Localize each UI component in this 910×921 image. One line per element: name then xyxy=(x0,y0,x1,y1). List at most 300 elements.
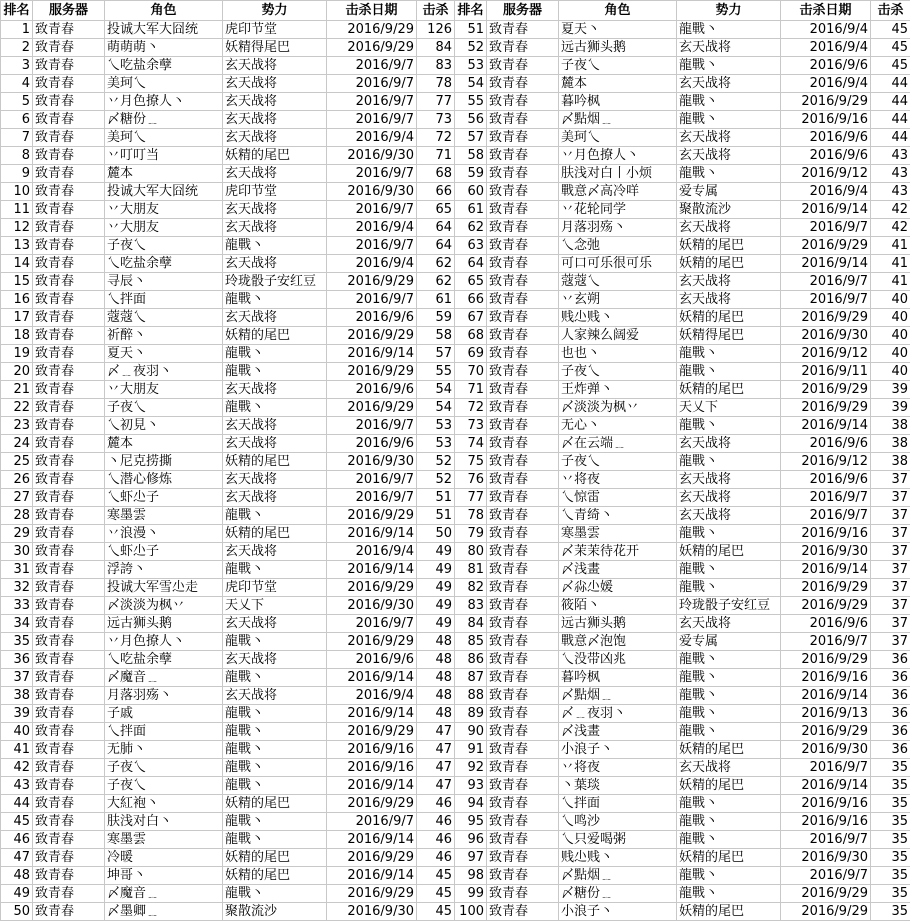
table-row xyxy=(1,543,910,561)
kills-cell: 48 xyxy=(417,705,455,723)
role-cell: 投诚大军雪尐走 xyxy=(105,579,223,597)
faction-cell: 天乂下 xyxy=(223,597,327,615)
role-cell: 乀拌面 xyxy=(559,795,677,813)
server-cell: 致青春 xyxy=(33,129,105,147)
kill-date-cell: 2016/9/4 xyxy=(327,129,417,147)
faction-cell: 玄天战将 xyxy=(677,147,781,165)
faction-cell: 妖精的尾巴 xyxy=(223,147,327,165)
rank-cell: 35 xyxy=(1,633,33,651)
header-kills: 击杀 xyxy=(417,1,455,21)
table-row xyxy=(1,903,910,921)
faction-cell: 玄天战将 xyxy=(223,129,327,147)
role-cell: 美珂乀 xyxy=(559,129,677,147)
faction-cell: 妖精的尾巴 xyxy=(223,849,327,867)
faction-cell: 龍戰丶 xyxy=(223,507,327,525)
server-cell: 致青春 xyxy=(487,93,559,111)
server-cell: 致青春 xyxy=(33,21,105,39)
table-row xyxy=(1,867,910,885)
rank-cell: 11 xyxy=(1,201,33,219)
rank-cell: 19 xyxy=(1,345,33,363)
role-cell: 丷月色撩人丶 xyxy=(559,147,677,165)
table-row xyxy=(1,273,910,291)
faction-cell: 玄天战将 xyxy=(677,435,781,453)
kill-date-cell: 2016/9/7 xyxy=(781,633,871,651)
faction-cell: 妖精的尾巴 xyxy=(677,543,781,561)
kill-date-cell: 2016/9/7 xyxy=(781,273,871,291)
faction-cell: 玄天战将 xyxy=(677,273,781,291)
role-cell: 夏天丶 xyxy=(105,345,223,363)
faction-cell: 虎印节堂 xyxy=(223,579,327,597)
kills-cell: 64 xyxy=(417,219,455,237)
faction-cell: 龍戰丶 xyxy=(677,21,781,39)
rank-cell: 12 xyxy=(1,219,33,237)
header-role: 角色 xyxy=(559,1,677,21)
table-row xyxy=(1,525,910,543)
kills-cell: 53 xyxy=(417,435,455,453)
server-cell: 致青春 xyxy=(33,309,105,327)
server-cell: 致青春 xyxy=(487,759,559,777)
kills-cell: 41 xyxy=(871,255,910,273)
rank-cell: 47 xyxy=(1,849,33,867)
server-cell: 致青春 xyxy=(487,183,559,201)
kill-date-cell: 2016/9/29 xyxy=(327,399,417,417)
kills-cell: 45 xyxy=(417,885,455,903)
rank-cell: 90 xyxy=(455,723,487,741)
server-cell: 致青春 xyxy=(487,363,559,381)
rank-cell: 8 xyxy=(1,147,33,165)
table-row xyxy=(1,561,910,579)
role-cell: 〆糖份﹎ xyxy=(559,885,677,903)
faction-cell: 龍戰丶 xyxy=(677,705,781,723)
server-cell: 致青春 xyxy=(487,147,559,165)
role-cell: 乀鸣沙 xyxy=(559,813,677,831)
faction-cell: 玄天战将 xyxy=(223,543,327,561)
kills-cell: 47 xyxy=(417,777,455,795)
kill-date-cell: 2016/9/29 xyxy=(327,849,417,867)
rank-cell: 98 xyxy=(455,867,487,885)
rank-cell: 2 xyxy=(1,39,33,57)
kill-date-cell: 2016/9/29 xyxy=(327,39,417,57)
kills-cell: 45 xyxy=(871,39,910,57)
table-row xyxy=(1,381,910,399)
kills-cell: 52 xyxy=(417,453,455,471)
server-cell: 致青春 xyxy=(487,219,559,237)
table-row xyxy=(1,21,910,39)
kills-cell: 35 xyxy=(871,795,910,813)
role-cell: 投诚大军大囧统 xyxy=(105,21,223,39)
kills-cell: 38 xyxy=(871,417,910,435)
rank-cell: 64 xyxy=(455,255,487,273)
rank-cell: 74 xyxy=(455,435,487,453)
table-row xyxy=(1,129,910,147)
role-cell: 投诚大军大囧统 xyxy=(105,183,223,201)
table-row xyxy=(1,255,910,273)
kill-date-cell: 2016/9/29 xyxy=(781,579,871,597)
kill-date-cell: 2016/9/30 xyxy=(327,597,417,615)
server-cell: 致青春 xyxy=(33,543,105,561)
server-cell: 致青春 xyxy=(487,201,559,219)
kill-date-cell: 2016/9/14 xyxy=(781,777,871,795)
table-row xyxy=(1,831,910,849)
faction-cell: 玄天战将 xyxy=(223,219,327,237)
kills-cell: 36 xyxy=(871,669,910,687)
rank-cell: 94 xyxy=(455,795,487,813)
kills-cell: 35 xyxy=(871,759,910,777)
role-cell: 丷花轮同学 xyxy=(559,201,677,219)
kills-cell: 41 xyxy=(871,273,910,291)
role-cell: 乀拌面 xyxy=(105,291,223,309)
kill-date-cell: 2016/9/29 xyxy=(781,723,871,741)
rank-cell: 62 xyxy=(455,219,487,237)
table-row xyxy=(1,309,910,327)
rank-cell: 10 xyxy=(1,183,33,201)
server-cell: 致青春 xyxy=(33,345,105,363)
server-cell: 致青春 xyxy=(487,687,559,705)
rank-cell: 28 xyxy=(1,507,33,525)
server-cell: 致青春 xyxy=(487,39,559,57)
server-cell: 致青春 xyxy=(33,489,105,507)
kills-cell: 62 xyxy=(417,273,455,291)
faction-cell: 天乂下 xyxy=(677,399,781,417)
faction-cell: 龍戰丶 xyxy=(677,723,781,741)
kill-date-cell: 2016/9/29 xyxy=(327,363,417,381)
role-cell: 暮吟枫 xyxy=(559,93,677,111)
table-row xyxy=(1,219,910,237)
kill-date-cell: 2016/9/12 xyxy=(781,453,871,471)
role-cell: 祈醉丶 xyxy=(105,327,223,345)
kill-date-cell: 2016/9/16 xyxy=(781,795,871,813)
faction-cell: 玄天战将 xyxy=(223,435,327,453)
table-row xyxy=(1,111,910,129)
table-row xyxy=(1,633,910,651)
kill-date-cell: 2016/9/14 xyxy=(327,777,417,795)
kills-cell: 40 xyxy=(871,291,910,309)
role-cell: 丷月色撩人丶 xyxy=(105,633,223,651)
role-cell: 子夜乀 xyxy=(105,237,223,255)
server-cell: 致青春 xyxy=(487,903,559,921)
faction-cell: 爱专属 xyxy=(677,183,781,201)
table-row xyxy=(1,93,910,111)
server-cell: 致青春 xyxy=(33,453,105,471)
rank-cell: 34 xyxy=(1,615,33,633)
kills-cell: 37 xyxy=(871,471,910,489)
faction-cell: 妖精的尾巴 xyxy=(223,795,327,813)
role-cell: 贱尐贱丶 xyxy=(559,309,677,327)
faction-cell: 玄天战将 xyxy=(223,57,327,75)
kill-date-cell: 2016/9/29 xyxy=(781,597,871,615)
server-cell: 致青春 xyxy=(487,453,559,471)
server-cell: 致青春 xyxy=(487,21,559,39)
server-cell: 致青春 xyxy=(33,705,105,723)
table-row xyxy=(1,579,910,597)
rank-cell: 33 xyxy=(1,597,33,615)
kills-cell: 42 xyxy=(871,219,910,237)
kills-cell: 47 xyxy=(417,741,455,759)
rank-cell: 76 xyxy=(455,471,487,489)
kills-cell: 58 xyxy=(417,327,455,345)
server-cell: 致青春 xyxy=(487,723,559,741)
rank-cell: 88 xyxy=(455,687,487,705)
rank-cell: 42 xyxy=(1,759,33,777)
kill-date-cell: 2016/9/30 xyxy=(781,741,871,759)
rank-cell: 6 xyxy=(1,111,33,129)
rank-cell: 86 xyxy=(455,651,487,669)
kill-date-cell: 2016/9/29 xyxy=(781,309,871,327)
kills-cell: 48 xyxy=(417,651,455,669)
server-cell: 致青春 xyxy=(33,471,105,489)
rank-cell: 61 xyxy=(455,201,487,219)
role-cell: 远古狮头鹅 xyxy=(559,615,677,633)
table-row xyxy=(1,291,910,309)
rank-cell: 87 xyxy=(455,669,487,687)
rank-cell: 63 xyxy=(455,237,487,255)
table-row xyxy=(1,849,910,867)
rank-cell: 71 xyxy=(455,381,487,399)
table-row xyxy=(1,651,910,669)
faction-cell: 玄天战将 xyxy=(677,291,781,309)
faction-cell: 玲珑骰子安红豆 xyxy=(677,597,781,615)
table-row xyxy=(1,795,910,813)
role-cell: 子夜乀 xyxy=(105,759,223,777)
rank-cell: 7 xyxy=(1,129,33,147)
faction-cell: 玄天战将 xyxy=(223,111,327,129)
role-cell: 子戚 xyxy=(105,705,223,723)
kill-date-cell: 2016/9/7 xyxy=(327,615,417,633)
role-cell: 夏天丶 xyxy=(559,21,677,39)
kills-cell: 83 xyxy=(417,57,455,75)
kills-cell: 41 xyxy=(871,237,910,255)
faction-cell: 妖精的尾巴 xyxy=(223,525,327,543)
kills-cell: 47 xyxy=(417,759,455,777)
kill-date-cell: 2016/9/29 xyxy=(781,885,871,903)
kill-date-cell: 2016/9/4 xyxy=(781,183,871,201)
kill-date-cell: 2016/9/7 xyxy=(327,201,417,219)
kills-cell: 44 xyxy=(871,129,910,147)
role-cell: 可口可乐很可乐 xyxy=(559,255,677,273)
server-cell: 致青春 xyxy=(487,615,559,633)
rank-cell: 92 xyxy=(455,759,487,777)
faction-cell: 龍戰丶 xyxy=(223,759,327,777)
rank-cell: 66 xyxy=(455,291,487,309)
faction-cell: 妖精的尾巴 xyxy=(677,381,781,399)
kill-date-cell: 2016/9/29 xyxy=(327,795,417,813)
table-row xyxy=(1,363,910,381)
server-cell: 致青春 xyxy=(33,525,105,543)
rank-cell: 65 xyxy=(455,273,487,291)
kill-date-cell: 2016/9/7 xyxy=(327,489,417,507)
rank-cell: 4 xyxy=(1,75,33,93)
role-cell: 麓本 xyxy=(105,165,223,183)
kill-date-cell: 2016/9/7 xyxy=(781,507,871,525)
kills-cell: 43 xyxy=(871,165,910,183)
server-cell: 致青春 xyxy=(487,255,559,273)
role-cell: 〆點烟﹎ xyxy=(559,687,677,705)
rank-cell: 44 xyxy=(1,795,33,813)
role-cell: 肤浅对白丨小烦 xyxy=(559,165,677,183)
role-cell: 丷月色撩人丶 xyxy=(105,93,223,111)
kills-cell: 37 xyxy=(871,615,910,633)
kills-cell: 44 xyxy=(871,93,910,111)
kill-date-cell: 2016/9/7 xyxy=(781,759,871,777)
rank-cell: 30 xyxy=(1,543,33,561)
server-cell: 致青春 xyxy=(487,291,559,309)
rank-cell: 78 xyxy=(455,507,487,525)
role-cell: 子夜乀 xyxy=(559,57,677,75)
server-cell: 致青春 xyxy=(487,525,559,543)
kill-date-cell: 2016/9/29 xyxy=(327,21,417,39)
table-row xyxy=(1,57,910,75)
kills-cell: 64 xyxy=(417,237,455,255)
kill-date-cell: 2016/9/4 xyxy=(781,75,871,93)
role-cell: 〆﹎夜羽丶 xyxy=(105,363,223,381)
kills-cell: 47 xyxy=(417,723,455,741)
faction-cell: 龍戰丶 xyxy=(677,363,781,381)
role-cell: 丷玄朔 xyxy=(559,291,677,309)
kills-cell: 42 xyxy=(871,201,910,219)
rank-cell: 55 xyxy=(455,93,487,111)
kill-date-cell: 2016/9/6 xyxy=(327,309,417,327)
rank-cell: 13 xyxy=(1,237,33,255)
kill-date-cell: 2016/9/30 xyxy=(781,543,871,561)
role-cell: 丷浪漫丶 xyxy=(105,525,223,543)
rank-cell: 51 xyxy=(455,21,487,39)
faction-cell: 龍戰丶 xyxy=(677,165,781,183)
table-row xyxy=(1,471,910,489)
kill-date-cell: 2016/9/30 xyxy=(781,849,871,867)
role-cell: 〆糖份﹎ xyxy=(105,111,223,129)
rank-cell: 67 xyxy=(455,309,487,327)
rank-cell: 69 xyxy=(455,345,487,363)
kill-date-cell: 2016/9/6 xyxy=(781,147,871,165)
role-cell: 远古狮头鹅 xyxy=(105,615,223,633)
kills-cell: 37 xyxy=(871,597,910,615)
rank-cell: 3 xyxy=(1,57,33,75)
rank-cell: 21 xyxy=(1,381,33,399)
server-cell: 致青春 xyxy=(33,723,105,741)
role-cell: 蔻蔻乀 xyxy=(559,273,677,291)
faction-cell: 龍戰丶 xyxy=(223,345,327,363)
faction-cell: 玄天战将 xyxy=(223,309,327,327)
kills-cell: 49 xyxy=(417,561,455,579)
kills-cell: 35 xyxy=(871,777,910,795)
faction-cell: 龍戰丶 xyxy=(677,57,781,75)
kills-cell: 35 xyxy=(871,831,910,849)
kill-date-cell: 2016/9/29 xyxy=(327,633,417,651)
faction-cell: 聚散流沙 xyxy=(223,903,327,921)
kill-date-cell: 2016/9/14 xyxy=(781,417,871,435)
faction-cell: 龍戰丶 xyxy=(223,561,327,579)
server-cell: 致青春 xyxy=(487,741,559,759)
faction-cell: 妖精的尾巴 xyxy=(223,867,327,885)
kill-date-cell: 2016/9/6 xyxy=(781,57,871,75)
server-cell: 致青春 xyxy=(487,831,559,849)
server-cell: 致青春 xyxy=(33,759,105,777)
kill-date-cell: 2016/9/30 xyxy=(327,453,417,471)
kill-date-cell: 2016/9/14 xyxy=(327,525,417,543)
kills-cell: 43 xyxy=(871,183,910,201)
kill-date-cell: 2016/9/12 xyxy=(781,345,871,363)
server-cell: 致青春 xyxy=(33,219,105,237)
kills-cell: 50 xyxy=(417,525,455,543)
kill-date-cell: 2016/9/12 xyxy=(781,165,871,183)
server-cell: 致青春 xyxy=(33,741,105,759)
rank-cell: 80 xyxy=(455,543,487,561)
kills-cell: 36 xyxy=(871,741,910,759)
role-cell: 寒墨雲 xyxy=(559,525,677,543)
server-cell: 致青春 xyxy=(487,273,559,291)
kill-date-cell: 2016/9/7 xyxy=(781,291,871,309)
server-cell: 致青春 xyxy=(487,777,559,795)
kill-date-cell: 2016/9/30 xyxy=(781,327,871,345)
header-rank: 排名 xyxy=(1,1,33,21)
table-row xyxy=(1,597,910,615)
kills-cell: 78 xyxy=(417,75,455,93)
kills-cell: 39 xyxy=(871,381,910,399)
role-cell: 小浪子丶 xyxy=(559,741,677,759)
table-row xyxy=(1,885,910,903)
role-cell: 暮吟枫 xyxy=(559,669,677,687)
kill-date-cell: 2016/9/16 xyxy=(327,759,417,777)
kill-date-cell: 2016/9/29 xyxy=(781,399,871,417)
rank-cell: 99 xyxy=(455,885,487,903)
role-cell: 〆尛尐媛 xyxy=(559,579,677,597)
faction-cell: 龍戰丶 xyxy=(223,705,327,723)
kills-cell: 37 xyxy=(871,489,910,507)
kills-cell: 35 xyxy=(871,813,910,831)
table-row xyxy=(1,327,910,345)
kills-cell: 36 xyxy=(871,651,910,669)
kills-cell: 37 xyxy=(871,579,910,597)
role-cell: 寒墨雲 xyxy=(105,831,223,849)
kills-cell: 37 xyxy=(871,633,910,651)
role-cell: 戰意〆高冷咩 xyxy=(559,183,677,201)
kills-cell: 72 xyxy=(417,129,455,147)
sheet-body xyxy=(1,21,910,921)
table-row xyxy=(1,75,910,93)
role-cell: 子夜乀 xyxy=(559,363,677,381)
role-cell: 丷大朋友 xyxy=(105,219,223,237)
kill-date-cell: 2016/9/16 xyxy=(781,669,871,687)
rank-cell: 72 xyxy=(455,399,487,417)
server-cell: 致青春 xyxy=(33,39,105,57)
rank-cell: 70 xyxy=(455,363,487,381)
server-cell: 致青春 xyxy=(487,795,559,813)
faction-cell: 龍戰丶 xyxy=(677,795,781,813)
kills-cell: 35 xyxy=(871,885,910,903)
faction-cell: 玄天战将 xyxy=(223,201,327,219)
header-faction: 势力 xyxy=(223,1,327,21)
faction-cell: 龍戰丶 xyxy=(677,867,781,885)
rank-cell: 18 xyxy=(1,327,33,345)
rank-cell: 38 xyxy=(1,687,33,705)
table-row xyxy=(1,507,910,525)
kill-date-cell: 2016/9/16 xyxy=(781,525,871,543)
faction-cell: 爱专属 xyxy=(677,633,781,651)
role-cell: 大紅袍丶 xyxy=(105,795,223,813)
role-cell: 麓本 xyxy=(559,75,677,93)
kill-date-cell: 2016/9/29 xyxy=(327,507,417,525)
kills-cell: 65 xyxy=(417,201,455,219)
role-cell: 乀没带凶兆 xyxy=(559,651,677,669)
kill-date-cell: 2016/9/7 xyxy=(781,219,871,237)
faction-cell: 龍戰丶 xyxy=(677,417,781,435)
kill-date-cell: 2016/9/14 xyxy=(327,561,417,579)
faction-cell: 玄天战将 xyxy=(223,687,327,705)
kills-cell: 51 xyxy=(417,507,455,525)
role-cell: 丷大朋友 xyxy=(105,381,223,399)
kill-date-cell: 2016/9/4 xyxy=(327,219,417,237)
kill-date-cell: 2016/9/29 xyxy=(781,903,871,921)
